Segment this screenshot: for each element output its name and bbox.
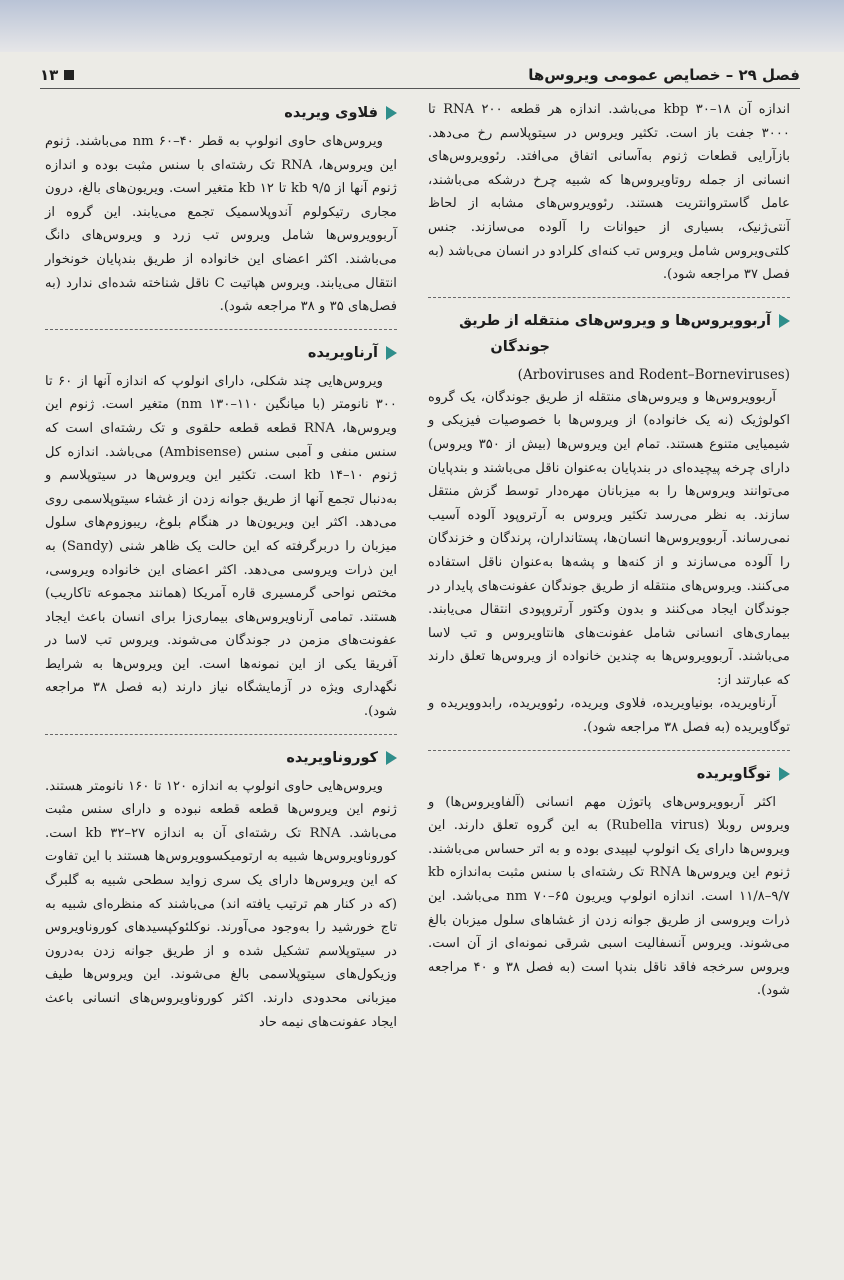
page-number-group — [40, 66, 74, 84]
coronaviridae-heading-text: کوروناویریده — [286, 749, 378, 766]
arbovirus-family-list: آرناویریده، بونیاویریده، فلاوی ویریده، رئوویریده، رابدوویریده و توگاویریده (به فصل ۳۸ مراجعه شود). — [428, 696, 790, 736]
right-column — [428, 98, 790, 1011]
flaviviridae-paragraph: ویروس‌های حاوی انولوپ به قطر nm ۶۰–۴۰ می‌باشند. ژنوم این ویروس‌ها، RNA تک رشته‌ای با سنس مثبت بوده و اندازه ژنوم آنها از kb ۹/۵ تا kb ۱۲ متغیر است. ویریون‌های بالغ، درون مجاری رتیکولوم آندوپلاسمیک تجمع می‌یابند. این گروه از آربوویروس‌ها شامل ویروس تب زرد و ویروس‌های دانگ می‌باشند. اکثر اعضای این خانواده از طریق بندپایان خونخوار انتقال می‌یابند. ویروس هپاتیت C ناقل شناخته شده‌ای ندارد (به فصل‌های ۳۵ و ۳۸ مراجعه شود). — [45, 134, 398, 315]
scan-top-band — [0, 0, 844, 52]
arenaviridae-heading — [45, 340, 397, 366]
arbovirus-heading-line1: آربوویروس‌ها و ویروس‌های منتقله از طریق — [459, 312, 771, 329]
triangle-marker-icon — [779, 314, 790, 328]
togaviridae-section — [428, 761, 790, 1003]
flaviviridae-section — [45, 100, 397, 319]
togaviridae-heading-text: توگاویریده — [696, 765, 771, 782]
section-divider — [428, 750, 790, 751]
coronaviridae-section — [45, 745, 397, 1035]
coronaviridae-paragraph: ویروس‌هایی حاوی انولوپ به اندازه ۱۲۰ تا ۱۶۰ نانومتر هستند. ژنوم این ویروس‌ها قطعه قطعه نبوده و دارای سنس مثبت می‌باشد. RNA تک رشته‌ای آن به اندازه kb ۳۲–۲۷ است. کوروناویروس‌ها شبیه به ارتومیکسوویروس‌ها هستند با این تفاوت که این ویروس‌ها دارای یک سری زواید سطحی شبیه به گلبرگ (که در کنار هم ترتیب یافته اند) می‌باشند که منظره‌ای شبیه به تاج خورشید را به‌وجود می‌آورند. نوکلئوکپسیدهای کوروناویروس در سیتوپلاسم تشکیل شده و از طریق جوانه زدن به‌درون وزیکول‌های سیتوپلاسمی بالغ می‌شوند. این ویروس‌ها طیف میزبانی محدودی دارند. اکثر کوروناویروس‌های انسانی باعث ایجاد عفونت‌های نیمه حاد — [45, 778, 397, 1030]
triangle-marker-icon — [386, 346, 397, 360]
reoviridae-continuation — [428, 98, 790, 287]
page-header — [40, 62, 800, 89]
triangle-marker-icon — [779, 767, 790, 781]
section-divider — [45, 329, 397, 330]
page-number: ۱۳ — [40, 66, 59, 84]
togaviridae-paragraph: اکثر آربوویروس‌های پاتوژن مهم انسانی (آلفاویروس‌ها) و ویروس روبلا (Rubella virus) به این گروه تعلق دارند. این ویروس‌ها دارای یک انولوپ لیپیدی بوده و به اتر حساس می‌باشند. ژنوم این ویروس‌ها RNA تک رشته‌ای با سنس مثبت به‌اندازه kb ۱۱/۸–۹/۷ است. اندازه انولوپ ویریون nm ۷۰–۶۵ می‌باشد. این ذرات ویروسی از طریق جوانه زدن از غشاهای سلول میزبان بالغ می‌شوند. ویروس آنسفالیت اسبی شرقی نمونه‌ای از آن است. ویروس سرخجه فاقد ناقل بندپا است (به فصل ۳۸ و ۴۰ مراجعه شود). — [428, 794, 791, 999]
triangle-marker-icon — [386, 751, 397, 765]
square-bullet-icon — [64, 70, 74, 80]
arbovirus-paragraph: آربوویروس‌ها و ویروس‌های منتقله از طریق جوندگان، یک گروه اکولوژیک (نه یک خانواده) از ویروس‌ها با خصوصیات فیزیکی و شیمیایی متنوع هستند. تمام این ویروس‌ها (بیش از ۳۵۰ ویروس) دارای چرخه پیچیده‌ای در بندپایان به‌عنوان ناقل می‌باشند و بندپایان می‌توانند ویروس‌ها را به میزبانان مهره‌دار توسط گزش منتقل سازند. به نظر می‌رسد تکثیر ویروس به آرتروپود آلوده آسیب نمی‌رساند. آربوویروس‌ها انسان‌ها، پستانداران، پرندگان و خزندگان را آلوده می‌سازند و از کنه‌ها و پشه‌ها به‌عنوان ناقل استفاده می‌کنند. ویروس‌های منتقله از طریق جوندگان عفونت‌های پایدار در جوندگان ایجاد می‌کنند و بدون وکتور آرتروپودی انتقال می‌یابند. بیماری‌های انسانی شامل عفونت‌های هانتاویروس و تب لاسا می‌باشند. آربوویروس‌ها به چندین خانواده از ویروس‌ها تعلق دارند که عبارتند از: — [428, 389, 790, 688]
arbovirus-heading-line2: جوندگان — [490, 338, 550, 355]
arenaviridae-paragraph: ویروس‌هایی چند شکلی، دارای انولوپ که اندازه آنها از ۶۰ تا ۳۰۰ نانومتر (با میانگین nm ۱۳۰–۱۱۰) متغیر است. ژنوم این ویروس‌ها، RNA قطعه قطعه حلقوی و تک رشته‌ای است که سنس منفی و آمبی سنس (Ambisense) می‌باشد. اندازه کل ژنوم kb ۱۴–۱۰ است. تکثیر این ویروس‌ها در سیتوپلاسم و به‌دنبال تجمع آنها از طریق جوانه زدن از غشاء سیتوپلاسمی روی می‌دهد. اکثر این ویریون‌ها در هنگام بلوغ، ریبوزوم‌های سلول میزبان را دربرگرفته که این حالت یک ظاهر شنی (Sandy) به این ذرات ویروسی می‌دهد. اکثر اعضای این خانواده ویروسی، مختص نواحی گرمسیری قاره آمریکا (همانند مجموعه تاکاریب) هستند. تمامی آرناویروس‌های بیماری‌زا برای انسان باعث ایجاد عفونت‌های مزمن در جوندگان می‌شوند. ویروس تب لاسا در آفریقا یکی از این نمونه‌ها است. این ویروس‌ها به شرایط نگهداری ویژه در آزمایشگاه نیاز دارند (به فصل ۳۸ مراجعه شود). — [45, 373, 398, 720]
arbovirus-section — [428, 308, 790, 740]
section-divider — [45, 734, 397, 735]
arenaviridae-section — [45, 340, 397, 724]
chapter-title: فصل ۲۹ – خصایص عمومی ویروس‌ها — [528, 66, 800, 84]
flaviviridae-heading-text: فلاوی ویریده — [284, 105, 378, 121]
flaviviridae-heading — [45, 100, 397, 126]
intro-paragraph: اندازه آن kbp ۳۰–۱۸ می‌باشد. اندازه هر قطعه RNA ۲۰۰ تا ۳۰۰۰ جفت باز است. تکثیر ویروس در سیتوپلاسم رخ می‌دهد. بازآرایی قطعات ژنوم به‌آسانی اتفاق می‌افتد. رئوویروس‌های انسانی از جمله روتاویروس‌ها که شبیه چرخ درشکه می‌باشند، عامل گاستروانتریت هستند. رئوویروس‌های مشابه از لحاظ آنتی‌ژنیک، بسیاری از حیوانات را آلوده می‌سازند. جنس کلتی‌ویروس شامل ویروس تب کنه‌ای کلرادو در انسان می‌باشد (به فصل ۳۷ مراجعه شود). — [428, 102, 790, 283]
arbovirus-heading — [428, 308, 790, 360]
section-divider — [428, 297, 790, 298]
togaviridae-heading — [428, 761, 790, 787]
coronaviridae-heading — [45, 745, 397, 771]
triangle-marker-icon — [386, 106, 397, 120]
left-column — [45, 98, 397, 1042]
arbovirus-latin-subtitle: (Arboviruses and Rodent–Borneviruses) — [517, 366, 790, 383]
arenaviridae-heading-text: آرناویریده — [307, 344, 378, 361]
